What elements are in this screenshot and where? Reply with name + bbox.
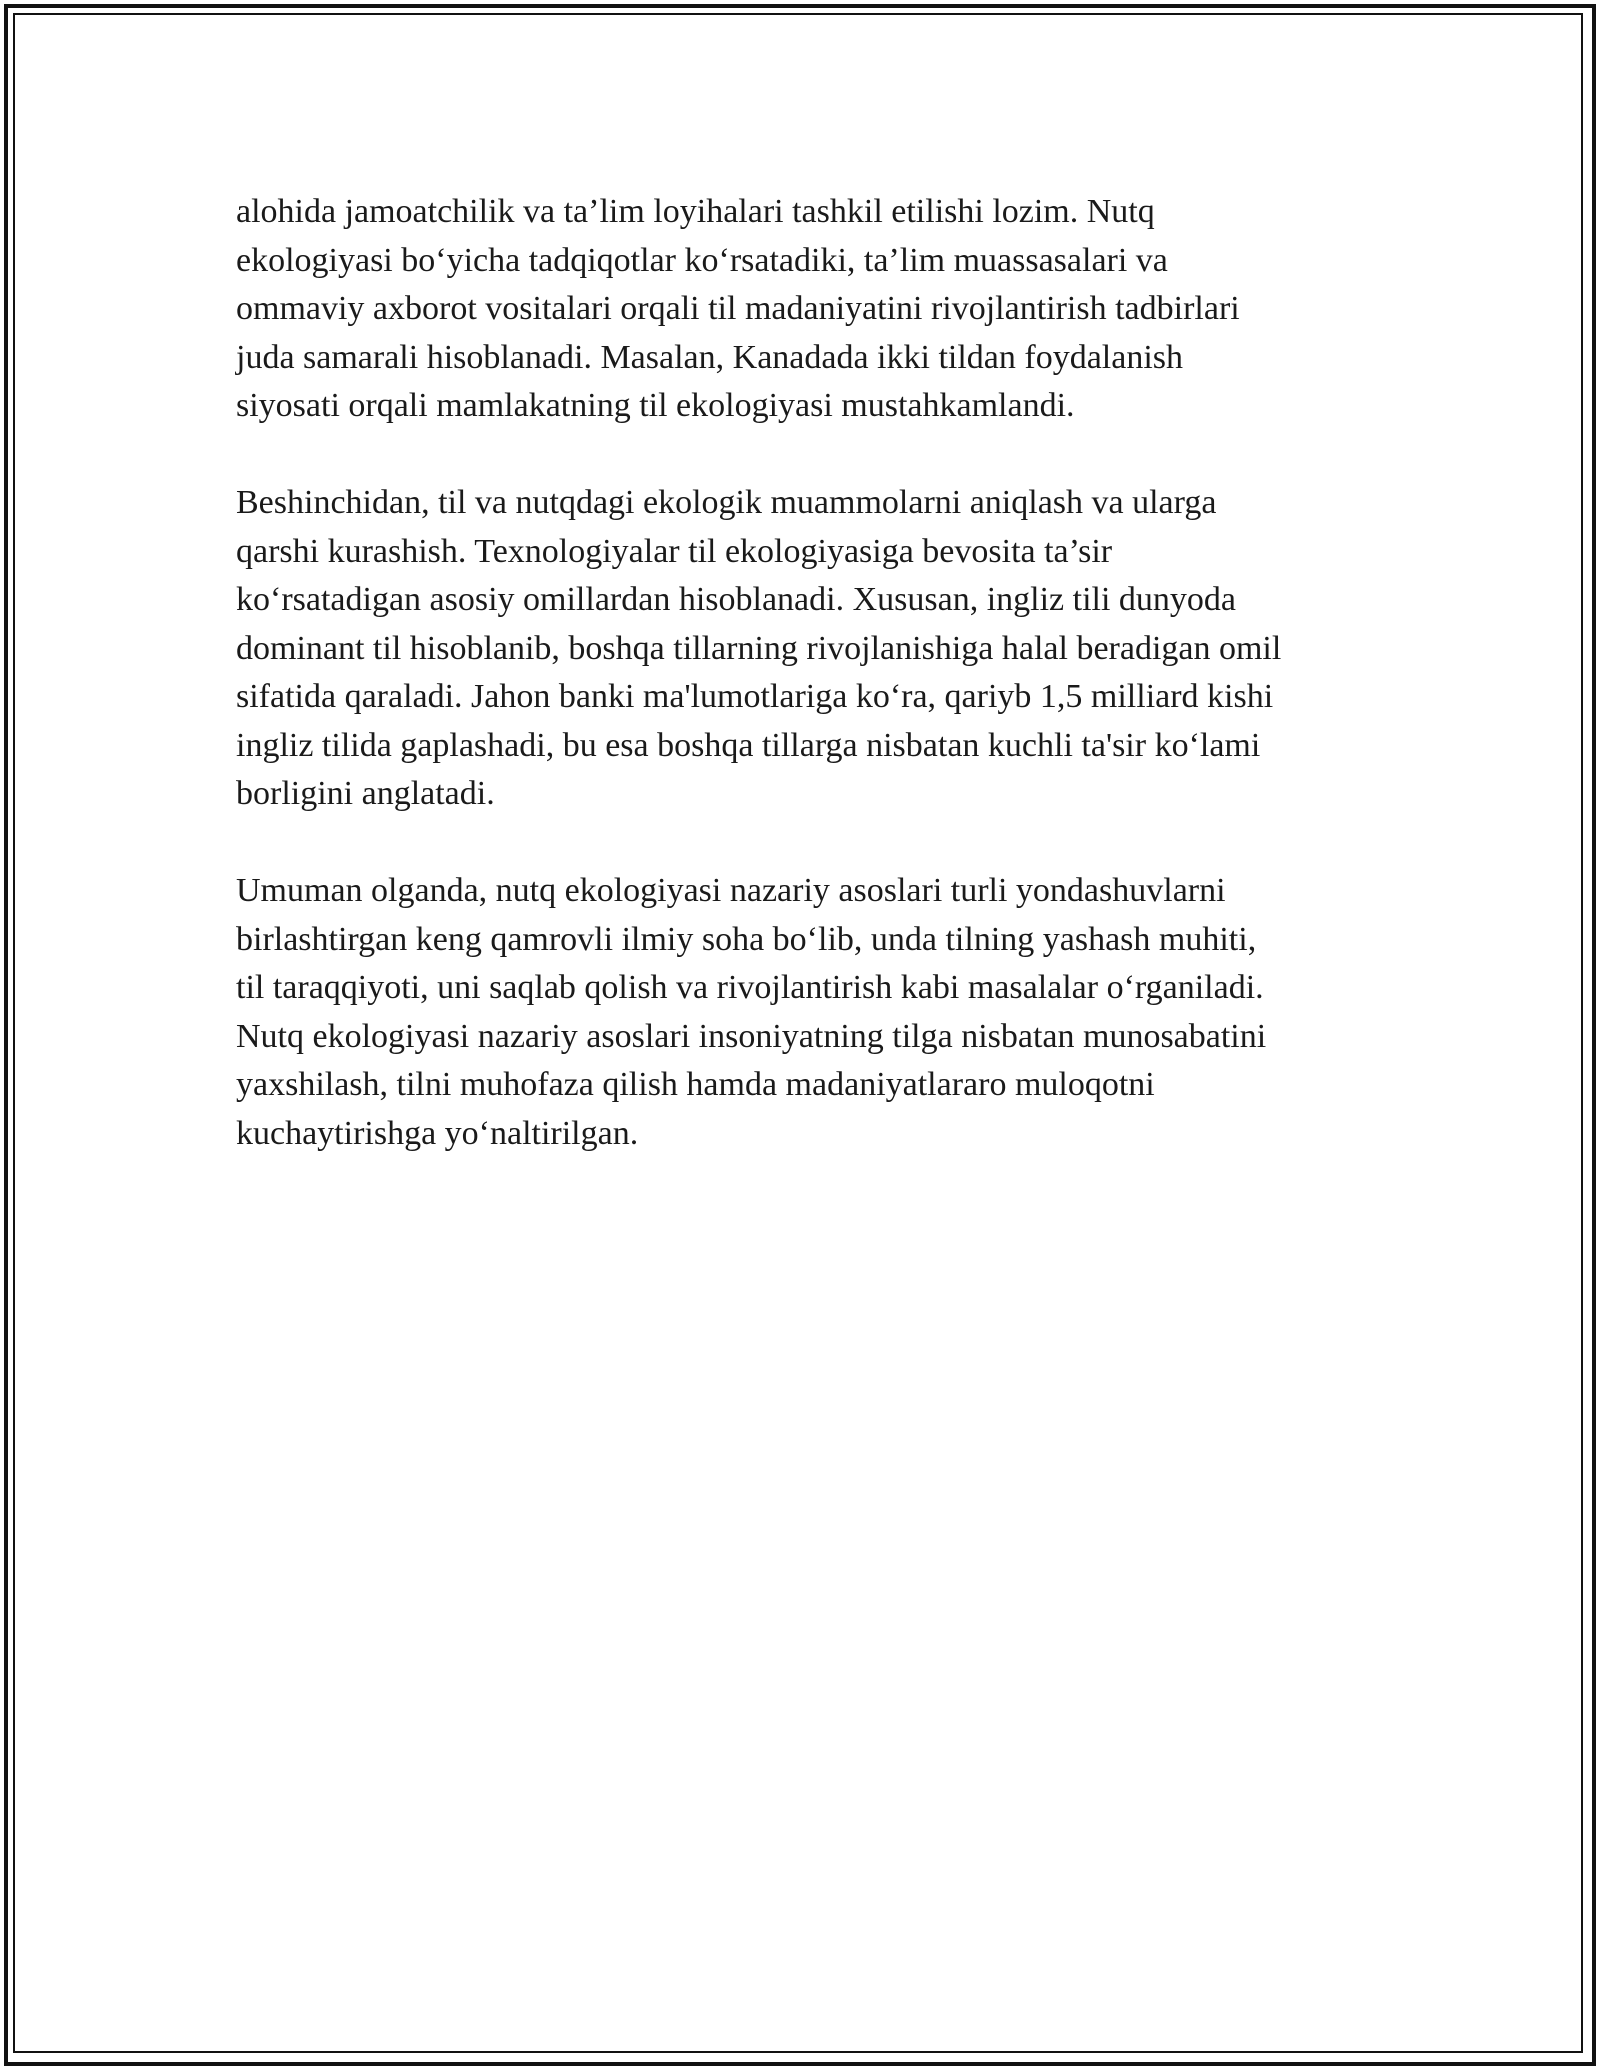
- document-body: [236, 188, 1366, 1207]
- paragraph-1: alohida jamoatchilik va ta’lim loyihalari tashkil etilishi lozim. Nutq ekologiyasi bo‘yicha tadqiqotlar ko‘rsatadiki, ta’lim muassasalari va ommaviy axborot vositalari orqali til madaniyatini rivojlantirish tadbirlari juda samarali hisoblanadi. Masalan, Kanadada ikki tildan foydalanish siyosati orqali mamlakatning til ekologiyasi mustahkamlandi.: [236, 193, 1240, 424]
- paragraph-3: Umuman olganda, nutq ekologiyasi nazariy asoslari turli yondashuvlarni birlashtirgan keng qamrovli ilmiy soha bo‘lib, unda tilning yashash muhiti, til taraqqiyoti, uni saqlab qolish va rivojlantirish kabi masalalar o‘rganiladi. Nutq ekologiyasi nazariy asoslari insoniyatning tilga nisbatan munosabatini yaxshilash, tilni muhofaza qilish hamda madaniyatlararo muloqotni kuchaytirishga yo‘naltirilgan.: [236, 872, 1267, 1152]
- paragraph-2: Beshinchidan, til va nutqdagi ekologik muammolarni aniqlash va ularga qarshi kurashish. Texnologiyalar til ekologiyasiga bevosita ta’sir ko‘rsatadigan asosiy omillardan hisoblanadi. Xususan, ingliz tili dunyoda dominant til hisoblanib, boshqa tillarning rivojlanishiga halal beradigan omil sifatida qaraladi. Jahon banki ma'lumotlariga ko‘ra, qariyb 1,5 milliard kishi ingliz tilida gaplashadi, bu esa boshqa tillarga nisbatan kuchli ta'sir ko‘lami borligini anglatadi.: [236, 484, 1282, 812]
